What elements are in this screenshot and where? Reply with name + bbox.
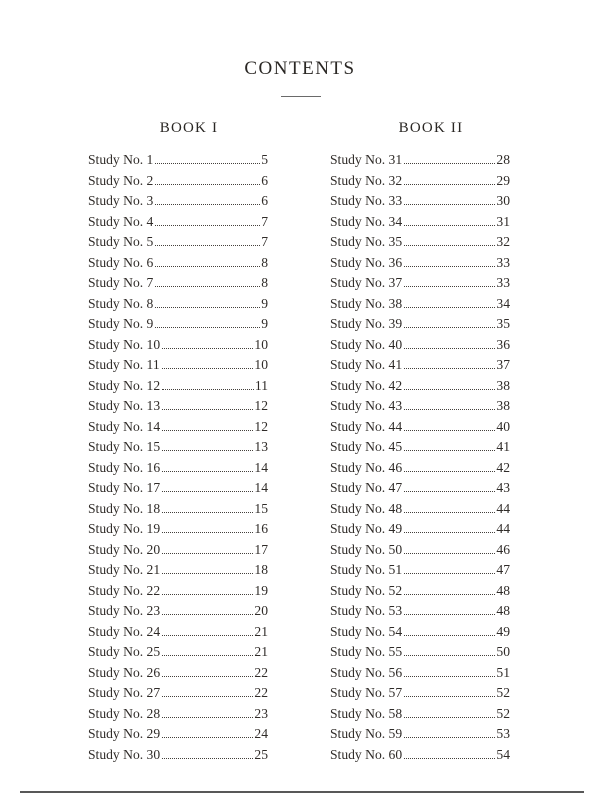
page-number: 31 (496, 213, 510, 229)
leader-dots (155, 266, 260, 267)
leader-dots (404, 327, 495, 328)
book-1-toc-list (88, 150, 268, 765)
toc-entry (330, 232, 510, 253)
page-number: 49 (496, 623, 510, 639)
toc-entry (330, 724, 510, 745)
leader-dots (404, 532, 495, 533)
leader-dots (162, 614, 253, 615)
leader-dots (162, 471, 253, 472)
page-number: 11 (254, 377, 268, 393)
study-label: Study No. 42 (330, 377, 403, 393)
study-label: Study No. 56 (330, 664, 403, 680)
toc-entry (88, 396, 268, 417)
toc-entry (330, 335, 510, 356)
leader-dots (162, 553, 253, 554)
page-number: 8 (261, 254, 268, 270)
toc-entry (330, 704, 510, 725)
page-number: 32 (496, 234, 510, 249)
page-number: 21 (254, 644, 268, 659)
page-number: 24 (254, 726, 268, 741)
toc-entry (330, 478, 510, 499)
toc-entry (88, 376, 268, 397)
leader-dots (404, 266, 495, 267)
toc-entry (88, 499, 268, 520)
toc-entry (88, 150, 268, 171)
study-label: Study No. 38 (330, 295, 403, 311)
page-number: 40 (496, 418, 510, 434)
leader-dots (155, 225, 260, 226)
toc-entry (88, 273, 268, 294)
book-1-column (88, 118, 268, 765)
leader-dots (162, 696, 253, 697)
page-number: 36 (496, 336, 510, 352)
study-label: Study No. 10 (88, 336, 161, 352)
study-label: Study No. 52 (330, 582, 403, 598)
page-number: 41 (496, 439, 510, 454)
page-number: 21 (254, 623, 268, 639)
toc-entry (330, 150, 510, 171)
page-number: 53 (496, 726, 510, 741)
toc-entry (88, 232, 268, 253)
leader-dots (155, 184, 260, 185)
page-number: 19 (254, 582, 268, 598)
page-number: 12 (254, 398, 268, 413)
toc-entry (330, 581, 510, 602)
leader-dots (404, 245, 495, 246)
toc-entry (330, 171, 510, 192)
page-number: 44 (496, 500, 510, 516)
page-number: 33 (496, 275, 510, 290)
toc-entry (88, 560, 268, 581)
page-number: 38 (496, 398, 510, 413)
leader-dots (404, 573, 495, 574)
toc-entry (88, 355, 268, 376)
leader-dots (162, 635, 253, 636)
study-label: Study No. 20 (88, 541, 161, 557)
leader-dots (162, 717, 253, 718)
toc-entry (88, 417, 268, 438)
leader-dots (404, 696, 495, 697)
page-number: 44 (496, 521, 510, 536)
study-label: Study No. 36 (330, 254, 403, 270)
study-label: Study No. 55 (330, 644, 403, 659)
page-number: 20 (254, 603, 268, 618)
leader-dots (162, 737, 253, 738)
page-number: 29 (496, 172, 510, 188)
study-label: Study No. 37 (330, 275, 403, 290)
leader-dots (404, 286, 495, 287)
page-number: 18 (254, 562, 268, 577)
study-label: Study No. 43 (330, 398, 403, 413)
toc-entry (88, 314, 268, 335)
leader-dots (404, 307, 495, 308)
leader-dots (404, 348, 495, 349)
toc-entry (330, 683, 510, 704)
leader-dots (404, 471, 495, 472)
toc-entry (330, 355, 510, 376)
page-number: 48 (496, 582, 510, 598)
study-label: Study No. 45 (330, 439, 403, 454)
leader-dots (162, 655, 253, 656)
study-label: Study No. 60 (330, 746, 403, 762)
study-label: Study No. 48 (330, 500, 403, 516)
page-number: 48 (496, 603, 510, 618)
study-label: Study No. 16 (88, 459, 161, 475)
study-label: Study No. 14 (88, 418, 161, 434)
study-label: Study No. 58 (330, 705, 403, 721)
toc-entry (88, 704, 268, 725)
toc-entry (330, 560, 510, 581)
page-number: 14 (254, 480, 268, 495)
leader-dots (155, 307, 260, 308)
page-number: 12 (254, 418, 268, 434)
toc-entry (330, 540, 510, 561)
study-label: Study No. 44 (330, 418, 403, 434)
study-label: Study No. 57 (330, 685, 403, 700)
page-number: 7 (261, 234, 268, 249)
leader-dots (155, 286, 260, 287)
study-label: Study No. 25 (88, 644, 161, 659)
study-label: Study No. 54 (330, 623, 403, 639)
toc-entry (330, 745, 510, 766)
study-label: Study No. 41 (330, 357, 403, 372)
study-label: Study No. 18 (88, 500, 161, 516)
leader-dots (404, 594, 495, 595)
toc-entry (88, 478, 268, 499)
study-label: Study No. 4 (88, 213, 154, 229)
leader-dots (162, 573, 253, 574)
study-label: Study No. 53 (330, 603, 403, 618)
book-2-toc-list (330, 150, 510, 765)
book-2-column (330, 118, 510, 765)
leader-dots (404, 758, 495, 759)
page-number: 43 (496, 480, 510, 495)
leader-dots (404, 368, 495, 369)
study-label: Study No. 2 (88, 172, 154, 188)
study-label: Study No. 39 (330, 316, 403, 331)
leader-dots (404, 614, 495, 615)
leader-dots (404, 512, 495, 513)
toc-entry (88, 622, 268, 643)
toc-entry (88, 642, 268, 663)
leader-dots (404, 635, 495, 636)
study-label: Study No. 46 (330, 459, 403, 475)
toc-entry (88, 601, 268, 622)
page-number: 22 (254, 664, 268, 680)
toc-entry (88, 212, 268, 233)
toc-entry (88, 294, 268, 315)
page-number: 28 (496, 152, 510, 167)
study-label: Study No. 12 (88, 377, 161, 393)
page-number: 52 (496, 705, 510, 721)
page-number: 16 (254, 521, 268, 536)
leader-dots (404, 430, 495, 431)
page-number: 38 (496, 377, 510, 393)
toc-entry (330, 417, 510, 438)
page-number: 52 (496, 685, 510, 700)
leader-dots (404, 389, 495, 390)
study-label: Study No. 21 (88, 562, 161, 577)
leader-dots (404, 737, 495, 738)
study-label: Study No. 51 (330, 562, 403, 577)
page-number: 15 (254, 500, 268, 516)
toc-entry (330, 601, 510, 622)
page-number: 22 (254, 685, 268, 700)
footer-rule (20, 791, 584, 793)
study-label: Study No. 15 (88, 439, 161, 454)
toc-entry (88, 335, 268, 356)
toc-entry (88, 683, 268, 704)
leader-dots (155, 245, 260, 246)
toc-entry (88, 519, 268, 540)
toc-entry (88, 437, 268, 458)
toc-entry (88, 458, 268, 479)
toc-entry (88, 745, 268, 766)
toc-entry (88, 253, 268, 274)
page-number: 33 (496, 254, 510, 270)
study-label: Study No. 35 (330, 234, 403, 249)
study-label: Study No. 59 (330, 726, 403, 741)
study-label: Study No. 50 (330, 541, 403, 557)
leader-dots (404, 553, 495, 554)
page-number: 10 (254, 357, 268, 372)
page-number: 47 (496, 562, 510, 577)
page-number: 7 (261, 213, 268, 229)
page-number: 13 (254, 439, 268, 454)
toc-entry (330, 376, 510, 397)
page-number: 23 (254, 705, 268, 721)
page-number: 37 (496, 357, 510, 372)
leader-dots (162, 594, 253, 595)
page-number: 42 (496, 459, 510, 475)
book-2-heading: BOOK II (398, 120, 464, 136)
leader-dots (155, 163, 260, 164)
leader-dots (404, 409, 495, 410)
page-number: 5 (261, 152, 268, 167)
leader-dots (162, 512, 253, 513)
page-number: 8 (261, 275, 268, 290)
leader-dots (404, 225, 495, 226)
leader-dots (162, 491, 253, 492)
page-number: 35 (496, 316, 510, 331)
leader-dots (162, 348, 253, 349)
study-label: Study No. 33 (330, 193, 403, 208)
page-number: 6 (261, 172, 268, 188)
leader-dots (404, 163, 495, 164)
leader-dots (155, 204, 260, 205)
toc-entry (88, 663, 268, 684)
toc-entry (330, 253, 510, 274)
leader-dots (404, 717, 495, 718)
page-number: 34 (496, 295, 510, 311)
study-label: Study No. 31 (330, 152, 403, 167)
page-number: 51 (496, 664, 510, 680)
study-label: Study No. 23 (88, 603, 161, 618)
leader-dots (155, 327, 260, 328)
toc-entry (330, 396, 510, 417)
study-label: Study No. 1 (88, 152, 154, 167)
toc-entry (330, 519, 510, 540)
toc-entry (330, 191, 510, 212)
study-label: Study No. 19 (88, 521, 161, 536)
study-label: Study No. 8 (88, 295, 154, 311)
study-label: Study No. 11 (88, 357, 160, 372)
study-label: Study No. 3 (88, 193, 154, 208)
study-label: Study No. 7 (88, 275, 154, 290)
toc-entry (330, 642, 510, 663)
leader-dots (404, 204, 495, 205)
leader-dots (162, 409, 253, 410)
study-label: Study No. 49 (330, 521, 403, 536)
study-label: Study No. 5 (88, 234, 154, 249)
toc-entry (88, 191, 268, 212)
leader-dots (162, 758, 253, 759)
study-label: Study No. 17 (88, 480, 161, 495)
leader-dots (162, 532, 253, 533)
toc-entry (330, 499, 510, 520)
page-number: 25 (254, 746, 268, 762)
page-number: 6 (261, 193, 268, 208)
study-label: Study No. 47 (330, 480, 403, 495)
page-title: CONTENTS (244, 58, 356, 79)
leader-dots (404, 450, 495, 451)
study-label: Study No. 6 (88, 254, 154, 270)
toc-entry (330, 294, 510, 315)
page-number: 30 (496, 193, 510, 208)
study-label: Study No. 34 (330, 213, 403, 229)
page-number: 9 (261, 316, 268, 331)
toc-entry (330, 273, 510, 294)
leader-dots (404, 676, 495, 677)
study-label: Study No. 27 (88, 685, 161, 700)
study-label: Study No. 26 (88, 664, 161, 680)
leader-dots (162, 450, 253, 451)
leader-dots (162, 430, 253, 431)
toc-entry (330, 622, 510, 643)
leader-dots (162, 676, 253, 677)
book-1-heading: BOOK I (159, 120, 219, 136)
page-number: 14 (254, 459, 268, 475)
toc-entry (88, 724, 268, 745)
leader-dots (404, 491, 495, 492)
page-number: 54 (496, 746, 510, 762)
study-label: Study No. 9 (88, 316, 154, 331)
toc-entry (330, 212, 510, 233)
toc-entry (330, 663, 510, 684)
study-label: Study No. 30 (88, 746, 161, 762)
study-label: Study No. 22 (88, 582, 161, 598)
leader-dots (162, 389, 254, 390)
study-label: Study No. 24 (88, 623, 161, 639)
study-label: Study No. 13 (88, 398, 161, 413)
page-number: 9 (261, 295, 268, 311)
toc-entry (330, 437, 510, 458)
page-number: 50 (496, 644, 510, 659)
leader-dots (404, 184, 495, 185)
study-label: Study No. 40 (330, 336, 403, 352)
page-number: 17 (254, 541, 268, 557)
page-number: 46 (496, 541, 510, 557)
leader-dots (404, 655, 495, 656)
toc-entry (88, 581, 268, 602)
toc-entry (330, 458, 510, 479)
toc-entry (88, 540, 268, 561)
study-label: Study No. 28 (88, 705, 161, 721)
toc-entry (330, 314, 510, 335)
toc-entry (88, 171, 268, 192)
study-label: Study No. 29 (88, 726, 161, 741)
title-divider-rule (281, 96, 321, 97)
study-label: Study No. 32 (330, 172, 403, 188)
leader-dots (162, 368, 254, 369)
page-number: 10 (254, 336, 268, 352)
